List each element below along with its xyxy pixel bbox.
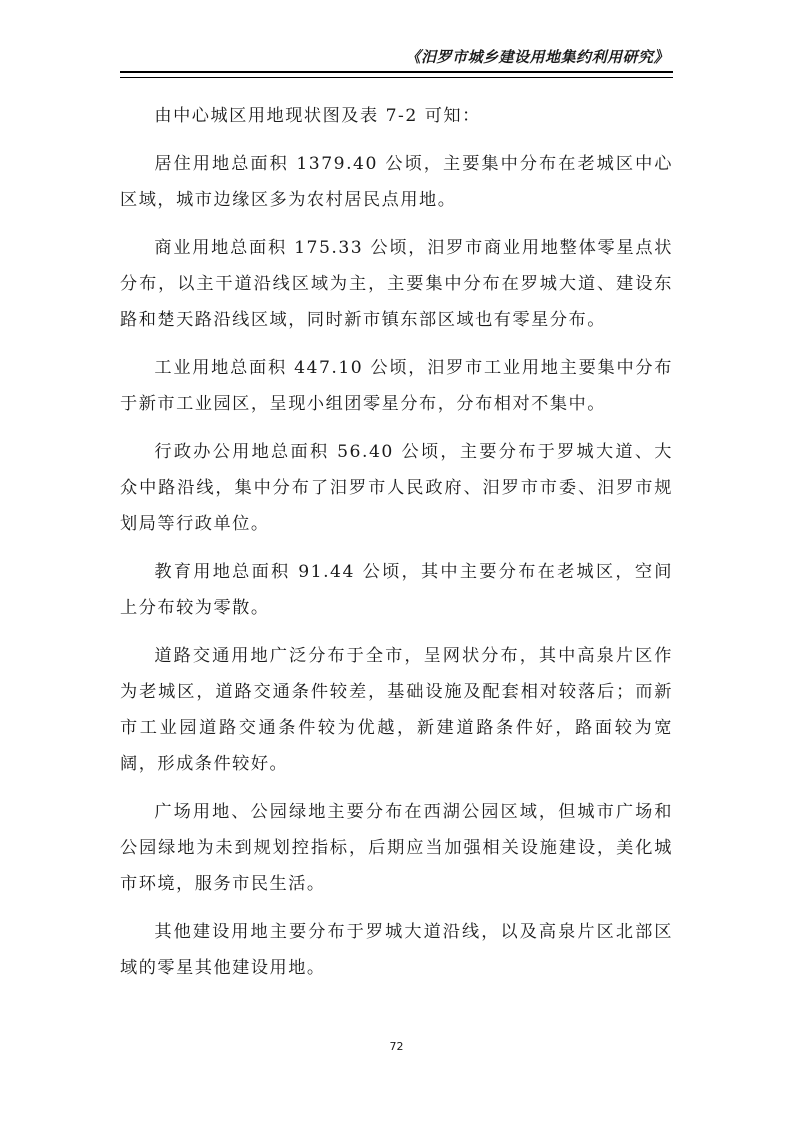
paragraph-education: 教育用地总面积 91.44 公顷，其中主要分布在老城区，空间上分布较为零散。 <box>120 562 673 618</box>
header-rule-thick <box>120 71 673 73</box>
paragraph-transport: 道路交通用地广泛分布于全市，呈网状分布，其中高泉片区作为老城区，道路交通条件较差，基础设施及配套相对较落后；而新市工业园道路交通条件较为优越，新建道路条件好，路面较为宽阔，形成条件较好。 <box>120 646 673 774</box>
paragraph-administrative: 行政办公用地总面积 56.40 公顷，主要分布于罗城大道、大众中路沿线，集中分布了汨罗市人民政府、汨罗市市委、汨罗市规划局等行政单位。 <box>120 442 673 534</box>
paragraph-intro: 由中心城区用地现状图及表 7-2 可知： <box>154 106 481 126</box>
running-header-title: 《汨罗市城乡建设用地集约利用研究》 <box>405 48 669 66</box>
paragraph-residential: 居住用地总面积 1379.40 公顷，主要集中分布在老城区中心区域，城市边缘区多为农村居民点用地。 <box>120 154 673 210</box>
paragraph-green-space: 广场用地、公园绿地主要分布在西湖公园区域，但城市广场和公园绿地为未到规划控指标，后期应当加强相关设施建设，美化城市环境，服务市民生活。 <box>120 802 673 894</box>
paragraph-industrial: 工业用地总面积 447.10 公顷，汨罗市工业用地主要集中分布于新市工业园区，呈现小组团零星分布，分布相对不集中。 <box>120 358 673 414</box>
paragraph-other: 其他建设用地主要分布于罗城大道沿线，以及高泉片区北部区域的零星其他建设用地。 <box>120 922 673 978</box>
paragraph-commercial: 商业用地总面积 175.33 公顷，汨罗市商业用地整体零星点状分布，以主干道沿线区域为主，主要集中分布在罗城大道、建设东路和楚天路沿线区域，同时新市镇东部区域也有零星分布。 <box>120 238 673 330</box>
body-text <box>120 98 673 986</box>
header-rule-thin <box>120 77 673 78</box>
page-number: 72 <box>389 1040 404 1053</box>
